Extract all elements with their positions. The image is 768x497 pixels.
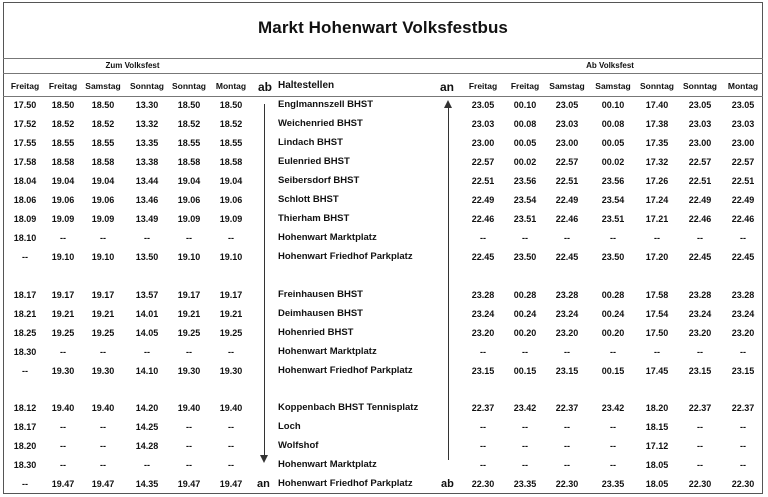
from-time-cell: 22.46	[688, 214, 712, 224]
stop-name: Hohenwart Marktplatz	[278, 232, 377, 243]
header-from-day: Sonntag	[640, 81, 674, 91]
from-time-cell: 17.32	[645, 157, 669, 167]
to-time-cell: 18.58	[51, 157, 75, 167]
from-time-cell: 23.24	[555, 309, 579, 319]
to-time-cell: 19.04	[91, 176, 115, 186]
from-time-cell: 00.02	[601, 157, 625, 167]
from-time-cell: --	[740, 347, 746, 357]
to-time-cell: --	[186, 441, 192, 451]
to-time-cell: 18.21	[13, 309, 37, 319]
from-time-cell: 00.15	[601, 366, 625, 376]
to-time-cell: --	[144, 347, 150, 357]
from-time-cell: 23.28	[731, 290, 755, 300]
stop-name: Hohenwart Marktplatz	[278, 459, 377, 470]
from-time-cell: 22.49	[731, 195, 755, 205]
from-time-cell: 00.05	[601, 138, 625, 148]
to-time-cell: 18.58	[177, 157, 201, 167]
to-time-cell: 13.44	[135, 176, 159, 186]
from-time-cell: 22.57	[731, 157, 755, 167]
to-time-cell: 19.10	[51, 252, 75, 262]
from-time-cell: 23.03	[688, 119, 712, 129]
from-time-cell: --	[740, 422, 746, 432]
from-time-cell: 22.30	[688, 479, 712, 489]
stop-name: Hohenwart Friedhof Parkplatz	[278, 365, 413, 376]
from-time-cell: 22.37	[731, 403, 755, 413]
from-time-cell: --	[740, 233, 746, 243]
from-time-cell: 00.08	[513, 119, 537, 129]
to-time-cell: 19.09	[91, 214, 115, 224]
to-time-cell: --	[144, 460, 150, 470]
from-time-cell: 23.51	[513, 214, 537, 224]
from-time-cell: 17.35	[645, 138, 669, 148]
header-to-day: Freitag	[10, 81, 40, 91]
from-time-cell: 23.05	[688, 100, 712, 110]
to-time-cell: 19.30	[219, 366, 243, 376]
stop-name: Hohenwart Friedhof Parkplatz	[278, 251, 413, 262]
to-time-cell: --	[186, 460, 192, 470]
from-time-cell: 22.46	[471, 214, 495, 224]
to-time-cell: 18.10	[13, 233, 37, 243]
to-time-cell: 19.30	[177, 366, 201, 376]
from-time-cell: --	[522, 347, 528, 357]
to-time-cell: 18.06	[13, 195, 37, 205]
to-time-cell: 17.52	[13, 119, 37, 129]
footer-an-label: an	[257, 478, 270, 490]
to-time-cell: 18.58	[219, 157, 243, 167]
from-time-cell: --	[522, 422, 528, 432]
from-time-cell: 17.21	[645, 214, 669, 224]
to-time-cell: --	[228, 460, 234, 470]
header-from-day: Samstag	[549, 81, 585, 91]
from-time-cell: 23.51	[601, 214, 625, 224]
from-time-cell: 00.20	[601, 328, 625, 338]
stop-name: Lindach BHST	[278, 137, 343, 148]
from-time-cell: 22.30	[731, 479, 755, 489]
from-time-cell: --	[610, 422, 616, 432]
to-time-cell: 19.04	[219, 176, 243, 186]
to-time-cell: --	[22, 252, 28, 262]
to-time-cell: 19.10	[219, 252, 243, 262]
up-arrow-icon	[444, 100, 452, 108]
to-time-cell: 18.50	[177, 100, 201, 110]
from-time-cell: --	[610, 233, 616, 243]
from-time-cell: 22.37	[471, 403, 495, 413]
down-arrow-icon	[260, 455, 268, 463]
from-time-cell: 23.54	[513, 195, 537, 205]
from-time-cell: --	[740, 460, 746, 470]
to-time-cell: 18.50	[51, 100, 75, 110]
to-time-cell: 19.06	[177, 195, 201, 205]
to-time-cell: --	[60, 441, 66, 451]
header-from-day: Freitag	[510, 81, 540, 91]
from-time-cell: --	[564, 422, 570, 432]
to-time-cell: --	[186, 422, 192, 432]
group-from-label: Ab Volksfest	[586, 61, 634, 70]
from-time-cell: 17.58	[645, 290, 669, 300]
from-time-cell: --	[522, 441, 528, 451]
from-time-cell: --	[697, 441, 703, 451]
from-time-cell: 23.28	[688, 290, 712, 300]
from-time-cell: 23.00	[688, 138, 712, 148]
from-time-cell: 23.28	[471, 290, 495, 300]
page-title: Markt Hohenwart Volksfestbus	[258, 18, 508, 37]
header-stops: Haltestellen	[278, 80, 335, 91]
header-from-day: Samstag	[595, 81, 631, 91]
up-arrow-line	[448, 106, 449, 460]
from-time-cell: 23.54	[601, 195, 625, 205]
to-time-cell: 19.47	[177, 479, 201, 489]
stop-name: Deimhausen BHST	[278, 308, 363, 319]
from-time-cell: 22.37	[555, 403, 579, 413]
from-time-cell: 22.45	[688, 252, 712, 262]
to-time-cell: 18.50	[219, 100, 243, 110]
from-time-cell: 23.05	[555, 100, 579, 110]
from-time-cell: 22.45	[555, 252, 579, 262]
from-time-cell: --	[740, 441, 746, 451]
stop-name: Hohenwart Marktplatz	[278, 346, 377, 357]
to-time-cell: --	[186, 347, 192, 357]
to-time-cell: 19.47	[51, 479, 75, 489]
from-time-cell: --	[522, 460, 528, 470]
to-time-cell: 19.47	[91, 479, 115, 489]
from-time-cell: 23.15	[471, 366, 495, 376]
from-time-cell: 00.02	[513, 157, 537, 167]
from-time-cell: --	[480, 441, 486, 451]
from-time-cell: 00.28	[513, 290, 537, 300]
to-time-cell: 19.30	[91, 366, 115, 376]
group-divider	[3, 73, 763, 74]
to-time-cell: 14.05	[135, 328, 159, 338]
from-time-cell: 23.28	[555, 290, 579, 300]
from-time-cell: 22.45	[471, 252, 495, 262]
from-time-cell: 23.20	[731, 328, 755, 338]
stop-name: Wolfshof	[278, 440, 319, 451]
to-time-cell: 18.17	[13, 422, 37, 432]
from-time-cell: 22.45	[731, 252, 755, 262]
from-time-cell: 23.15	[555, 366, 579, 376]
timetable-frame	[3, 2, 763, 494]
from-time-cell: --	[610, 460, 616, 470]
to-time-cell: 18.58	[91, 157, 115, 167]
from-time-cell: 23.20	[688, 328, 712, 338]
from-time-cell: 17.24	[645, 195, 669, 205]
to-time-cell: 19.40	[219, 403, 243, 413]
from-time-cell: 23.00	[731, 138, 755, 148]
from-time-cell: --	[564, 460, 570, 470]
from-time-cell: 23.24	[688, 309, 712, 319]
to-time-cell: 18.09	[13, 214, 37, 224]
from-time-cell: 22.46	[731, 214, 755, 224]
stop-name: Hohenried BHST	[278, 327, 354, 338]
to-time-cell: 17.58	[13, 157, 37, 167]
footer-ab-label: ab	[441, 478, 454, 490]
from-time-cell: 23.03	[471, 119, 495, 129]
to-time-cell: 19.21	[91, 309, 115, 319]
to-time-cell: --	[144, 233, 150, 243]
to-time-cell: 19.21	[219, 309, 243, 319]
from-time-cell: 00.24	[601, 309, 625, 319]
from-time-cell: 18.20	[645, 403, 669, 413]
to-time-cell: 19.25	[91, 328, 115, 338]
from-time-cell: 00.05	[513, 138, 537, 148]
from-time-cell: --	[522, 233, 528, 243]
to-time-cell: 19.17	[51, 290, 75, 300]
to-time-cell: 18.55	[219, 138, 243, 148]
to-time-cell: --	[100, 441, 106, 451]
from-time-cell: 23.42	[601, 403, 625, 413]
to-time-cell: 19.21	[177, 309, 201, 319]
to-time-cell: --	[100, 460, 106, 470]
header-to-day: Montag	[215, 81, 247, 91]
to-time-cell: 19.06	[51, 195, 75, 205]
stop-name: Englmannszell BHST	[278, 99, 374, 110]
from-time-cell: 23.56	[513, 176, 537, 186]
to-time-cell: --	[22, 366, 28, 376]
stop-name: Koppenbach BHST Tennisplatz	[278, 402, 419, 413]
from-time-cell: 23.24	[471, 309, 495, 319]
from-time-cell: 22.46	[555, 214, 579, 224]
from-time-cell: 17.20	[645, 252, 669, 262]
to-time-cell: --	[228, 422, 234, 432]
from-time-cell: 23.00	[555, 138, 579, 148]
header-from-day: Sonntag	[683, 81, 717, 91]
stop-name: Schlott BHST	[278, 194, 339, 205]
title-divider	[3, 58, 763, 59]
down-arrow-line	[264, 104, 265, 458]
header-to-day: Sonntag	[130, 81, 164, 91]
from-time-cell: --	[564, 441, 570, 451]
to-time-cell: 13.50	[135, 252, 159, 262]
from-time-cell: 23.50	[601, 252, 625, 262]
from-time-cell: 00.20	[513, 328, 537, 338]
to-time-cell: 18.17	[13, 290, 37, 300]
to-time-cell: 14.35	[135, 479, 159, 489]
from-time-cell: 17.12	[645, 441, 669, 451]
stop-name: Freinhausen BHST	[278, 289, 363, 300]
from-time-cell: 22.57	[688, 157, 712, 167]
from-time-cell: 22.57	[555, 157, 579, 167]
from-time-cell: 23.20	[471, 328, 495, 338]
from-time-cell: 23.15	[688, 366, 712, 376]
to-time-cell: --	[60, 233, 66, 243]
to-time-cell: 18.55	[177, 138, 201, 148]
header-ab-label: ab	[258, 80, 273, 94]
stop-name: Seibersdorf BHST	[278, 175, 360, 186]
from-time-cell: 18.05	[645, 479, 669, 489]
from-time-cell: 22.51	[688, 176, 712, 186]
header-an-label: an	[440, 80, 455, 94]
from-time-cell: 23.03	[555, 119, 579, 129]
to-time-cell: 18.50	[91, 100, 115, 110]
from-time-cell: 17.50	[645, 328, 669, 338]
to-time-cell: 18.52	[219, 119, 243, 129]
to-time-cell: 19.10	[91, 252, 115, 262]
to-time-cell: 17.55	[13, 138, 37, 148]
from-time-cell: 22.49	[688, 195, 712, 205]
to-time-cell: --	[186, 233, 192, 243]
from-time-cell: 22.49	[555, 195, 579, 205]
to-time-cell: 14.25	[135, 422, 159, 432]
to-time-cell: 14.10	[135, 366, 159, 376]
to-time-cell: 19.40	[51, 403, 75, 413]
to-time-cell: 19.17	[219, 290, 243, 300]
from-time-cell: 23.05	[471, 100, 495, 110]
to-time-cell: 19.10	[177, 252, 201, 262]
to-time-cell: 19.25	[51, 328, 75, 338]
to-time-cell: 18.52	[51, 119, 75, 129]
to-time-cell: --	[100, 233, 106, 243]
to-time-cell: 19.30	[51, 366, 75, 376]
from-time-cell: --	[480, 422, 486, 432]
from-time-cell: 23.03	[731, 119, 755, 129]
from-time-cell: 23.24	[731, 309, 755, 319]
to-time-cell: 19.25	[219, 328, 243, 338]
from-time-cell: 17.40	[645, 100, 669, 110]
from-time-cell: --	[697, 460, 703, 470]
from-time-cell: --	[610, 441, 616, 451]
to-time-cell: 13.35	[135, 138, 159, 148]
to-time-cell: 13.57	[135, 290, 159, 300]
from-time-cell: --	[480, 233, 486, 243]
from-time-cell: --	[697, 347, 703, 357]
to-time-cell: 19.17	[177, 290, 201, 300]
to-time-cell: 17.50	[13, 100, 37, 110]
to-time-cell: 18.20	[13, 441, 37, 451]
to-time-cell: --	[100, 422, 106, 432]
from-time-cell: 23.35	[513, 479, 537, 489]
from-time-cell: 23.20	[555, 328, 579, 338]
to-time-cell: 19.09	[177, 214, 201, 224]
from-time-cell: 22.37	[688, 403, 712, 413]
to-time-cell: 19.09	[219, 214, 243, 224]
to-time-cell: 14.01	[135, 309, 159, 319]
from-time-cell: 23.05	[731, 100, 755, 110]
to-time-cell: 19.17	[91, 290, 115, 300]
stop-name: Loch	[278, 421, 301, 432]
from-time-cell: 17.38	[645, 119, 669, 129]
to-time-cell: 19.04	[177, 176, 201, 186]
to-time-cell: 13.30	[135, 100, 159, 110]
from-time-cell: --	[480, 460, 486, 470]
to-time-cell: 19.09	[51, 214, 75, 224]
header-to-day: Sonntag	[172, 81, 206, 91]
from-time-cell: 22.51	[555, 176, 579, 186]
from-time-cell: 00.10	[513, 100, 537, 110]
to-time-cell: 18.30	[13, 460, 37, 470]
from-time-cell: 22.51	[731, 176, 755, 186]
from-time-cell: 00.08	[601, 119, 625, 129]
to-time-cell: 13.38	[135, 157, 159, 167]
from-time-cell: 22.49	[471, 195, 495, 205]
to-time-cell: 18.52	[177, 119, 201, 129]
to-time-cell: 14.28	[135, 441, 159, 451]
from-time-cell: 23.42	[513, 403, 537, 413]
from-time-cell: --	[564, 347, 570, 357]
to-time-cell: 13.49	[135, 214, 159, 224]
group-to-label: Zum Volksfest	[105, 61, 160, 70]
from-time-cell: 00.15	[513, 366, 537, 376]
from-time-cell: 17.26	[645, 176, 669, 186]
header-divider	[3, 96, 763, 97]
to-time-cell: 18.30	[13, 347, 37, 357]
from-time-cell: --	[697, 422, 703, 432]
to-time-cell: --	[228, 441, 234, 451]
from-time-cell: 23.15	[731, 366, 755, 376]
to-time-cell: 19.04	[51, 176, 75, 186]
header-to-day: Freitag	[48, 81, 78, 91]
stop-name: Weichenried BHST	[278, 118, 363, 129]
stop-name: Hohenwart Friedhof Parkplatz	[278, 478, 413, 489]
to-time-cell: 18.12	[13, 403, 37, 413]
header-from-day: Montag	[727, 81, 759, 91]
to-time-cell: 18.52	[91, 119, 115, 129]
stop-name: Eulenried BHST	[278, 156, 350, 167]
to-time-cell: --	[60, 422, 66, 432]
to-time-cell: 19.06	[91, 195, 115, 205]
from-time-cell: 17.54	[645, 309, 669, 319]
from-time-cell: 18.15	[645, 422, 669, 432]
from-time-cell: 22.30	[555, 479, 579, 489]
header-from-day: Freitag	[468, 81, 498, 91]
to-time-cell: --	[100, 347, 106, 357]
to-time-cell: 13.32	[135, 119, 159, 129]
from-time-cell: 18.05	[645, 460, 669, 470]
from-time-cell: 22.30	[471, 479, 495, 489]
to-time-cell: 18.04	[13, 176, 37, 186]
to-time-cell: --	[228, 233, 234, 243]
from-time-cell: --	[654, 347, 660, 357]
to-time-cell: --	[60, 460, 66, 470]
to-time-cell: 19.06	[219, 195, 243, 205]
to-time-cell: 18.25	[13, 328, 37, 338]
from-time-cell: 00.10	[601, 100, 625, 110]
to-time-cell: 14.20	[135, 403, 159, 413]
stop-name: Thierham BHST	[278, 213, 350, 224]
to-time-cell: 13.46	[135, 195, 159, 205]
from-time-cell: 23.35	[601, 479, 625, 489]
from-time-cell: 23.50	[513, 252, 537, 262]
from-time-cell: 00.24	[513, 309, 537, 319]
from-time-cell: --	[564, 233, 570, 243]
from-time-cell: 23.00	[471, 138, 495, 148]
to-time-cell: 19.40	[177, 403, 201, 413]
header-to-day: Samstag	[85, 81, 121, 91]
to-time-cell: 18.55	[51, 138, 75, 148]
to-time-cell: --	[228, 347, 234, 357]
from-time-cell: --	[610, 347, 616, 357]
to-time-cell: 19.21	[51, 309, 75, 319]
to-time-cell: --	[60, 347, 66, 357]
to-time-cell: --	[22, 479, 28, 489]
from-time-cell: 00.28	[601, 290, 625, 300]
from-time-cell: 23.56	[601, 176, 625, 186]
from-time-cell: 17.45	[645, 366, 669, 376]
from-time-cell: 22.57	[471, 157, 495, 167]
to-time-cell: 19.47	[219, 479, 243, 489]
from-time-cell: --	[654, 233, 660, 243]
from-time-cell: --	[480, 347, 486, 357]
to-time-cell: 19.40	[91, 403, 115, 413]
to-time-cell: 18.55	[91, 138, 115, 148]
from-time-cell: --	[697, 233, 703, 243]
to-time-cell: 19.25	[177, 328, 201, 338]
from-time-cell: 22.51	[471, 176, 495, 186]
